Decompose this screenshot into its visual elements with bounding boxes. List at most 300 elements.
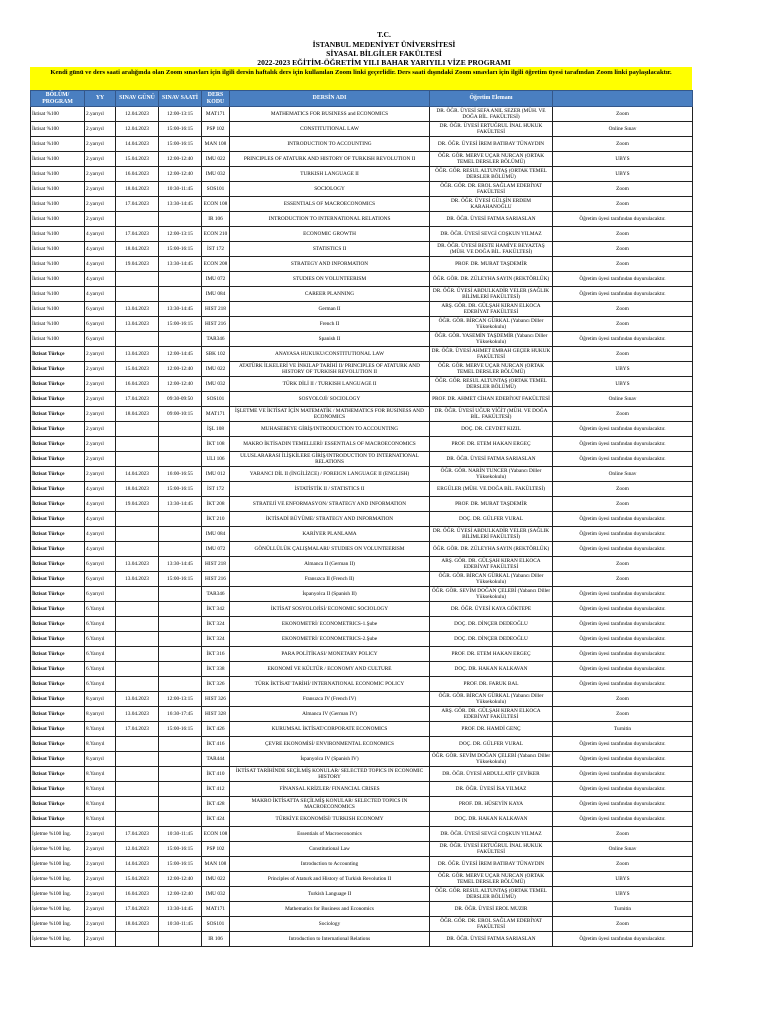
cell-exam-format: Öğretim üyesi tarafından duyurulacaktır. [553,782,693,797]
cell-exam-format: Öğretim üyesi tarafından duyurulacaktır. [553,332,693,347]
cell-program: İktisat Türkçe [31,722,85,737]
cell-exam-time: 15:00-16:15 [159,842,202,857]
cell-exam-date [116,587,159,602]
cell-course-code: ECON 210 [202,227,230,242]
cell-program: İktisat Türkçe [31,467,85,482]
cell-exam-format: Öğretim üyesi tarafından duyurulacaktır. [553,632,693,647]
cell-exam-format: Öğretim üyesi tarafından duyurulacaktır. [553,737,693,752]
cell-course-code: İKT 338 [202,662,230,677]
cell-course-name: Essentials of Macroeconomics [230,827,430,842]
cell-exam-time: 12:00-13:15 [159,692,202,707]
cell-instructor: DR. ÖĞR. ÜYESİ EROL MUZIR [430,902,553,917]
cell-semester: 2.yarıyıl [85,917,116,932]
cell-exam-format: UBYS [553,887,693,902]
cell-course-name: MATHEMATICS FOR BUSINESS and ECONOMICS [230,107,430,122]
cell-course-name: Spanish II [230,332,430,347]
cell-exam-time: 16:30-17:45 [159,707,202,722]
cell-exam-time: 12:00-12:40 [159,377,202,392]
header-university: İSTANBUL MEDENİYET ÜNİVERSİTESİ [312,40,456,49]
cell-program: İktisat Türkçe [31,647,85,662]
cell-course-code: İKT 426 [202,722,230,737]
table-row [31,707,693,722]
cell-exam-format: Zoom [553,692,693,707]
cell-semester: 2.yarıyıl [85,827,116,842]
cell-course-code: IR 106 [202,212,230,227]
cell-exam-date [116,617,159,632]
cell-course-name: İSTATİSTİK II / STATISTICS II [230,482,430,497]
cell-semester: 8.Yarıyıl [85,812,116,827]
cell-instructor: DR. ÖĞR. ÜYESİ İREM BATIBAY TÜNAYDIN [430,137,553,152]
cell-exam-format: Zoom [553,347,693,362]
table-row [31,782,693,797]
table-row [31,587,693,602]
cell-exam-time [159,752,202,767]
cell-course-name: ULUSLARARASI İLİŞKİLERE GİRİŞ/INTRODUCTION TO INTERNATIONAL RELATIONS [230,452,430,467]
cell-course-code: MAT171 [202,407,230,422]
cell-exam-date: 15.04.2023 [116,872,159,887]
cell-semester: 2.yarıyıl [85,362,116,377]
cell-exam-date: 13.04.2023 [116,347,159,362]
cell-exam-date [116,437,159,452]
cell-course-name: İKTİSAT SOSYOLOJİSİ/ ECONOMIC SOCIOLOGY [230,602,430,617]
cell-instructor: ARŞ. GÖR. DR. GÜLŞAH KIRAN ELKOCA EDEBİYAT FAKÜLTESİ [430,302,553,317]
cell-course-code: HIST 216 [202,572,230,587]
cell-exam-format: Online Sınav [553,392,693,407]
cell-course-code: SOS101 [202,917,230,932]
cell-semester: 8.Yarıyıl [85,767,116,782]
cell-exam-time: 15:00-16:15 [159,572,202,587]
cell-program: İktisat Türkçe [31,452,85,467]
cell-program: İktisat Türkçe [31,587,85,602]
cell-instructor: ÖĞR. GÖR. MERVE UÇAR NURCAN (ORTAK TEMEL DERSLER BÖLÜMÜ) [430,152,553,167]
cell-program: İktisat Türkçe [31,512,85,527]
cell-exam-date [116,287,159,302]
cell-program: İktisat %100 [31,227,85,242]
cell-exam-date [116,332,159,347]
cell-course-code: İST 172 [202,242,230,257]
cell-exam-time: 15:00-16:15 [159,122,202,137]
cell-course-code: ECON 108 [202,827,230,842]
table-row [31,467,693,482]
cell-semester: 6.yarıyıl [85,302,116,317]
cell-program: İktisat Türkçe [31,662,85,677]
cell-course-code: SOS101 [202,182,230,197]
cell-program: İktisat Türkçe [31,782,85,797]
cell-course-code: IMU 032 [202,377,230,392]
cell-instructor: ÖĞR. GÖR. DR. EROL SAĞLAM EDEBİYAT FAKÜLTESİ [430,182,553,197]
cell-semester: 8.yarıyıl [85,752,116,767]
table-row [31,647,693,662]
table-row [31,767,693,782]
cell-semester: 2.yarıyıl [85,932,116,947]
cell-instructor: DR. ÖĞR. ÜYESİ ERTUĞRUL İNAL HUKUK FAKÜLTESİ [430,842,553,857]
cell-exam-format: Online Sınav [553,122,693,137]
table-row [31,377,693,392]
cell-program: İktisat Türkçe [31,767,85,782]
cell-exam-format: Öğretim üyesi tarafından duyurulacaktır. [553,767,693,782]
cell-course-name: TURKISH LANGUAGE II [230,167,430,182]
cell-exam-format: Öğretim üyesi tarafından duyurulacaktır. [553,212,693,227]
cell-instructor: ARŞ. GÖR. DR. GÜLŞAH KIRAN ELKOCA EDEBİYAT FAKÜLTESİ [430,707,553,722]
cell-semester: 2.yarıyıl [85,167,116,182]
cell-exam-date: 13.04.2023 [116,572,159,587]
table-row [31,227,693,242]
cell-semester: 2.yarıyıl [85,182,116,197]
cell-course-code: MAT171 [202,107,230,122]
cell-course-name: TÜRK İKTİSAT TARİHİ/ INTERNATIONAL ECONOMIC POLICY [230,677,430,692]
cell-course-code: HIST 218 [202,302,230,317]
cell-instructor: ÖĞR. GÖR. SEVİM DOĞAN ÇELEBİ (Yabancı Diller Yüksekokulu) [430,587,553,602]
cell-program: İktisat Türkçe [31,797,85,812]
cell-semester: 2.yarıyıl [85,377,116,392]
cell-instructor: PROF. DR. FARUK BAL [430,677,553,692]
cell-course-code: SBK 102 [202,347,230,362]
table-row [31,692,693,707]
cell-course-code: PSP 102 [202,842,230,857]
cell-course-name: STATISTICS II [230,242,430,257]
cell-semester: 2.yarıyıl [85,122,116,137]
cell-instructor: ARŞ. GÖR. DR. GÜLŞAH KIRAN ELKOCA EDEBİYAT FAKÜLTESİ [430,557,553,572]
cell-exam-date [116,212,159,227]
cell-program: İktisat %100 [31,167,85,182]
table-row [31,287,693,302]
cell-instructor: DR. ÖĞR. ÜYESİ ABDULKADİR YELER (SAĞLIK BİLİMLERİ FAKÜLTESİ) [430,527,553,542]
cell-semester: 6.Yarıyıl [85,647,116,662]
cell-course-code: HIST 216 [202,317,230,332]
cell-instructor: PROF. DR. ETEM HAKAN ERGEÇ [430,647,553,662]
cell-exam-format: Zoom [553,857,693,872]
cell-course-code: İŞL 108 [202,422,230,437]
cell-instructor: DR. ÖĞR. ÜYESİ KAYA GÖKTEPE [430,602,553,617]
cell-exam-format: Turnitin [553,902,693,917]
cell-instructor: DR. ÖĞR. ÜYESİ FATMA SARIASLAN [430,452,553,467]
cell-semester: 2.yarıyıl [85,422,116,437]
cell-course-name: STRATEJİ VE ENFORMASYON/ STRATEGY AND INFORMATION [230,497,430,512]
column-header-exam-date: SINAV GÜNÜ [116,91,159,107]
cell-exam-format: Öğretim üyesi tarafından duyurulacaktır. [553,437,693,452]
cell-exam-date: 14.04.2023 [116,467,159,482]
cell-semester: 2.yarıyıl [85,407,116,422]
cell-course-name: STUDIES ON VOLUNTEERISM [230,272,430,287]
cell-exam-date: 17.04.2023 [116,227,159,242]
cell-exam-time: 12:00-12:40 [159,167,202,182]
cell-exam-format: Öğretim üyesi tarafından duyurulacaktır. [553,422,693,437]
table-row [31,542,693,557]
cell-instructor: ÖĞR. GÖR. MERVE UÇAR NURCAN (ORTAK TEMEL DERSLER BÖLÜMÜ) [430,362,553,377]
cell-exam-format: Zoom [553,197,693,212]
cell-exam-time: 12:00-12:40 [159,872,202,887]
cell-program: İktisat Türkçe [31,362,85,377]
cell-exam-time: 13:30-14:45 [159,902,202,917]
cell-program: İktisat %100 [31,197,85,212]
cell-exam-date: 13.04.2023 [116,692,159,707]
cell-program: İktisat %100 [31,242,85,257]
cell-instructor: DOÇ. DR. GÜLFER VURAL [430,512,553,527]
cell-program: İktisat %100 [31,332,85,347]
cell-exam-format: Öğretim üyesi tarafından duyurulacaktır. [553,452,693,467]
cell-exam-time [159,437,202,452]
cell-course-name: İKTİSADİ BÜYÜME/ STRATEGY AND INFORMATION [230,512,430,527]
table-row [31,902,693,917]
cell-semester: 2.yarıyıl [85,842,116,857]
cell-instructor: DOÇ. DR. GÜLFER VURAL [430,737,553,752]
cell-exam-format: Zoom [553,257,693,272]
cell-instructor: DOÇ. DR. HAKAN KALKAVAN [430,812,553,827]
cell-exam-time: 10:30-11:45 [159,827,202,842]
cell-exam-date [116,812,159,827]
cell-exam-date: 16.04.2023 [116,167,159,182]
cell-course-name: İspanyolca II (Spanish II) [230,587,430,602]
cell-course-name: PARA POLİTİKASI/ MONETARY POLICY [230,647,430,662]
table-row [31,437,693,452]
cell-instructor: ÖĞR. GÖR. NARİN TUNCER (Yabancı Diller Yüksekokulu) [430,467,553,482]
cell-exam-time: 09:00-10:15 [159,407,202,422]
cell-exam-date: 17.04.2023 [116,197,159,212]
cell-exam-format: Öğretim üyesi tarafından duyurulacaktır. [553,617,693,632]
cell-course-name: MAKRO İKTİSADIN TEMELLERİ/ ESSENTIALS OF MACROECONOMICS [230,437,430,452]
cell-exam-date: 17.04.2023 [116,827,159,842]
cell-exam-format: Zoom [553,407,693,422]
cell-semester: 4.yarıyıl [85,287,116,302]
cell-semester: 8.Yarıyıl [85,737,116,752]
cell-exam-format: UBYS [553,362,693,377]
cell-exam-date: 16.04.2023 [116,887,159,902]
cell-exam-format: Öğretim üyesi tarafından duyurulacaktır. [553,587,693,602]
cell-exam-format: Zoom [553,557,693,572]
table-row [31,152,693,167]
table-row [31,512,693,527]
table-row [31,302,693,317]
cell-exam-format: UBYS [553,872,693,887]
cell-exam-date: 17.04.2023 [116,392,159,407]
cell-exam-time [159,647,202,662]
cell-exam-date: 18.04.2023 [116,182,159,197]
cell-course-name: PRINCIPLES OF ATATURK AND HISTORY OF TURKISH REVOLUTION II [230,152,430,167]
cell-course-name: EKONOMETRİ/ ECONOMETRICS-1.Şube [230,617,430,632]
cell-program: İktisat Türkçe [31,617,85,632]
cell-program: İşletme %100 İng. [31,827,85,842]
cell-semester: 6.Yarıyıl [85,617,116,632]
cell-instructor: ÖĞR. GÖR. RESUL ALTUNTAŞ (ORTAK TEMEL DERSLER BÖLÜMÜ) [430,377,553,392]
cell-instructor: DR. ÖĞR. ÜYESİ UĞUR YİĞİT (MÜH. VE DOĞA BİL. FAKÜLTESİ) [430,407,553,422]
cell-exam-time [159,452,202,467]
cell-semester: 6.yarıyıl [85,317,116,332]
cell-exam-time: 13:30-14:45 [159,557,202,572]
cell-exam-format: Zoom [553,482,693,497]
cell-semester: 2.yarıyıl [85,902,116,917]
cell-instructor: DR. ÖĞR. ÜYESİ SEFA ANIL SEZER (MÜH. VE DOĞA BİL. FAKÜLTESİ) [430,107,553,122]
cell-course-name: EKONOMİ VE KÜLTÜR / ECONOMY AND CULTURE [230,662,430,677]
cell-course-code: IMU 032 [202,167,230,182]
table-row [31,362,693,377]
cell-exam-format: Öğretim üyesi tarafından duyurulacaktır. [553,272,693,287]
cell-course-name: Sociology [230,917,430,932]
cell-course-code: İKT 324 [202,617,230,632]
cell-semester: 2.yarıyıl [85,152,116,167]
cell-exam-date: 19.04.2023 [116,497,159,512]
cell-exam-date [116,272,159,287]
cell-exam-time [159,632,202,647]
cell-instructor: DOÇ. DR. HAKAN KALKAVAN [430,662,553,677]
cell-exam-time [159,737,202,752]
cell-course-name: Constitutional Law [230,842,430,857]
cell-exam-format: Online Sınav [553,842,693,857]
cell-course-code: İKT 108 [202,437,230,452]
cell-program: İşletme %100 İng. [31,872,85,887]
cell-semester: 2.yarıyıl [85,887,116,902]
cell-instructor: ERGÜLER (MÜH. VE DOĞA BİL. FAKÜLTESİ) [430,482,553,497]
table-row [31,392,693,407]
cell-program: İktisat %100 [31,137,85,152]
cell-exam-time: 12:00-13:15 [159,227,202,242]
cell-semester: 2.yarıyıl [85,872,116,887]
cell-exam-format: Online Sınav [553,467,693,482]
cell-instructor: DR. ÖĞR. ÜYESİ GÜLŞİN ERDEM KARAHANOĞLU [430,197,553,212]
cell-instructor: ÖĞR. GÖR. YASEMİN TAŞDEMİR (Yabancı Diller Yüksekokulu) [430,332,553,347]
table-row [31,317,693,332]
cell-instructor: ÖĞR. GÖR. BİRCAN GÜRKAL (Yabancı Diller Yüksekokulu) [430,692,553,707]
cell-exam-format: Zoom [553,242,693,257]
cell-instructor: PROF. DR. AHMET CİHAN EDEBİYAT FAKÜLTESİ [430,392,553,407]
cell-exam-date [116,527,159,542]
table-row [31,527,693,542]
cell-instructor: DR. ÖĞR. ÜYESİ FATMA SARIASLAN [430,212,553,227]
cell-program: İktisat Türkçe [31,692,85,707]
cell-course-name: ATATÜRK İLKELERİ VE İNKILAP TARİHİ II/ PRINCIPLES OF ATATURK AND HISTORY OF TURKISH REVOLUTION II [230,362,430,377]
cell-course-name: ÇEVRE EKONOMİSİ/ ENVIRONMENTAL ECONOMICS [230,737,430,752]
cell-course-name: SOCIOLOGY [230,182,430,197]
cell-semester: 2.yarıyıl [85,107,116,122]
cell-semester: 6.Yarıyıl [85,632,116,647]
cell-program: İktisat %100 [31,182,85,197]
cell-semester: 8.Yarıyıl [85,782,116,797]
cell-exam-time [159,332,202,347]
cell-exam-format: Zoom [553,827,693,842]
cell-instructor: DR. ÖĞR. ÜYESİ İSA YILMAZ [430,782,553,797]
cell-exam-format: Öğretim üyesi tarafından duyurulacaktır. [553,647,693,662]
cell-semester: 4.yarıyıl [85,257,116,272]
cell-semester: 4.yarıyıl [85,497,116,512]
cell-exam-time: 12:00-13:15 [159,107,202,122]
cell-exam-time [159,797,202,812]
cell-semester: 8.Yarıyıl [85,722,116,737]
table-row [31,572,693,587]
cell-course-name: ESSENTIALS OF MACROECONOMICS [230,197,430,212]
cell-program: İktisat Türkçe [31,572,85,587]
cell-course-code: TAR444 [202,752,230,767]
cell-exam-time [159,782,202,797]
cell-course-code: IMU 022 [202,362,230,377]
cell-program: İktisat Türkçe [31,557,85,572]
cell-exam-time: 12:00-12:40 [159,887,202,902]
table-row [31,422,693,437]
cell-course-name: French II [230,317,430,332]
cell-instructor: PROF. DR. HÜSEYİN KAYA [430,797,553,812]
cell-instructor: ÖĞR. GÖR. DR. ZÜLEYHA SAYIN (REKTÖRLÜK) [430,272,553,287]
cell-program: İktisat Türkçe [31,392,85,407]
cell-semester: 2.yarıyıl [85,137,116,152]
cell-exam-time [159,542,202,557]
cell-course-code: İKT 412 [202,782,230,797]
cell-exam-date: 12.04.2023 [116,107,159,122]
cell-exam-time [159,512,202,527]
cell-exam-date: 17.04.2023 [116,902,159,917]
table-row [31,722,693,737]
cell-exam-format: Öğretim üyesi tarafından duyurulacaktır. [553,542,693,557]
cell-program: İktisat %100 [31,257,85,272]
cell-program: İktisat Türkçe [31,347,85,362]
table-row [31,482,693,497]
cell-instructor: ÖĞR. GÖR. BİRCAN GÜRKAL (Yabancı Diller Yüksekokulu) [430,572,553,587]
cell-exam-date [116,662,159,677]
cell-exam-time: 15:00-16:15 [159,857,202,872]
cell-course-name: INTRODUCTION TO INTERNATIONAL RELATIONS [230,212,430,227]
cell-course-code: IMU 022 [202,152,230,167]
cell-exam-time: 15:00-16:15 [159,137,202,152]
table-row [31,212,693,227]
cell-instructor: PROF. DR. MURAT TAŞDEMİR [430,257,553,272]
table-row [31,182,693,197]
cell-exam-format: Turnitin [553,722,693,737]
table-row [31,932,693,947]
table-row [31,857,693,872]
cell-course-code: MAN 108 [202,137,230,152]
table-row [31,632,693,647]
cell-exam-time: 15:00-16:15 [159,242,202,257]
cell-semester: 2.yarıyıl [85,452,116,467]
cell-semester: 4.yarıyıl [85,272,116,287]
cell-program: İktisat Türkçe [31,437,85,452]
cell-instructor: DR. ÖĞR. ÜYESİ İREM BATIBAY TÜNAYDIN [430,857,553,872]
cell-semester: 8.yarıyıl [85,692,116,707]
cell-course-name: Turkish Language II [230,887,430,902]
cell-exam-time: 13:30-14:45 [159,197,202,212]
cell-exam-format: UBYS [553,152,693,167]
cell-instructor: DR. ÖĞR. ÜYESİ BESTE HAMİYE BEYAZTAŞ (MÜH. VE DOĞA BİL. FAKÜLTESİ) [430,242,553,257]
cell-semester: 4.yarıyıl [85,242,116,257]
cell-course-name: MAKRO İKTİSATTA SEÇİLMİŞ KONULAR/ SELECTED TOPICS IN MACROECONOMICS [230,797,430,812]
cell-exam-time: 09:30-09:50 [159,392,202,407]
cell-course-name: STRATEGY AND INFORMATION [230,257,430,272]
cell-semester: 2.yarıyıl [85,437,116,452]
cell-exam-format: Öğretim üyesi tarafından duyurulacaktır. [553,677,693,692]
cell-exam-date: 15.04.2023 [116,362,159,377]
cell-program: İktisat %100 [31,107,85,122]
cell-instructor: ÖĞR. GÖR. DR. EROL SAĞLAM EDEBİYAT FAKÜLTESİ [430,917,553,932]
cell-exam-format: Öğretim üyesi tarafından duyurulacaktır. [553,527,693,542]
table-row [31,887,693,902]
cell-exam-date [116,632,159,647]
table-row [31,452,693,467]
table-row [31,497,693,512]
cell-instructor: DR. ÖĞR. ÜYESİ SEVGİ COŞKUN YILMAZ [430,227,553,242]
cell-semester: 2.yarıyıl [85,197,116,212]
cell-instructor: DOÇ. DR. DİNÇER DEDEOĞLU [430,632,553,647]
table-row [31,827,693,842]
cell-instructor: DR. ÖĞR. ÜYESİ ABDULKADİR YELER (SAĞLIK BİLİMLERİ FAKÜLTESİ) [430,287,553,302]
cell-exam-format: Öğretim üyesi tarafından duyurulacaktır. [553,662,693,677]
table-row [31,917,693,932]
cell-course-name: Almanca II (German II) [230,557,430,572]
cell-program: İşletme %100 İng. [31,932,85,947]
cell-exam-date [116,767,159,782]
cell-course-name: Introduction to Accounting [230,857,430,872]
header-faculty: SİYASAL BİLGİLER FAKÜLTESİ [326,49,442,58]
table-row [31,602,693,617]
table-row [31,137,693,152]
cell-course-name: ANAYASA HUKUKU/CONSTITUTIONAL LAW [230,347,430,362]
cell-exam-format: Zoom [553,572,693,587]
